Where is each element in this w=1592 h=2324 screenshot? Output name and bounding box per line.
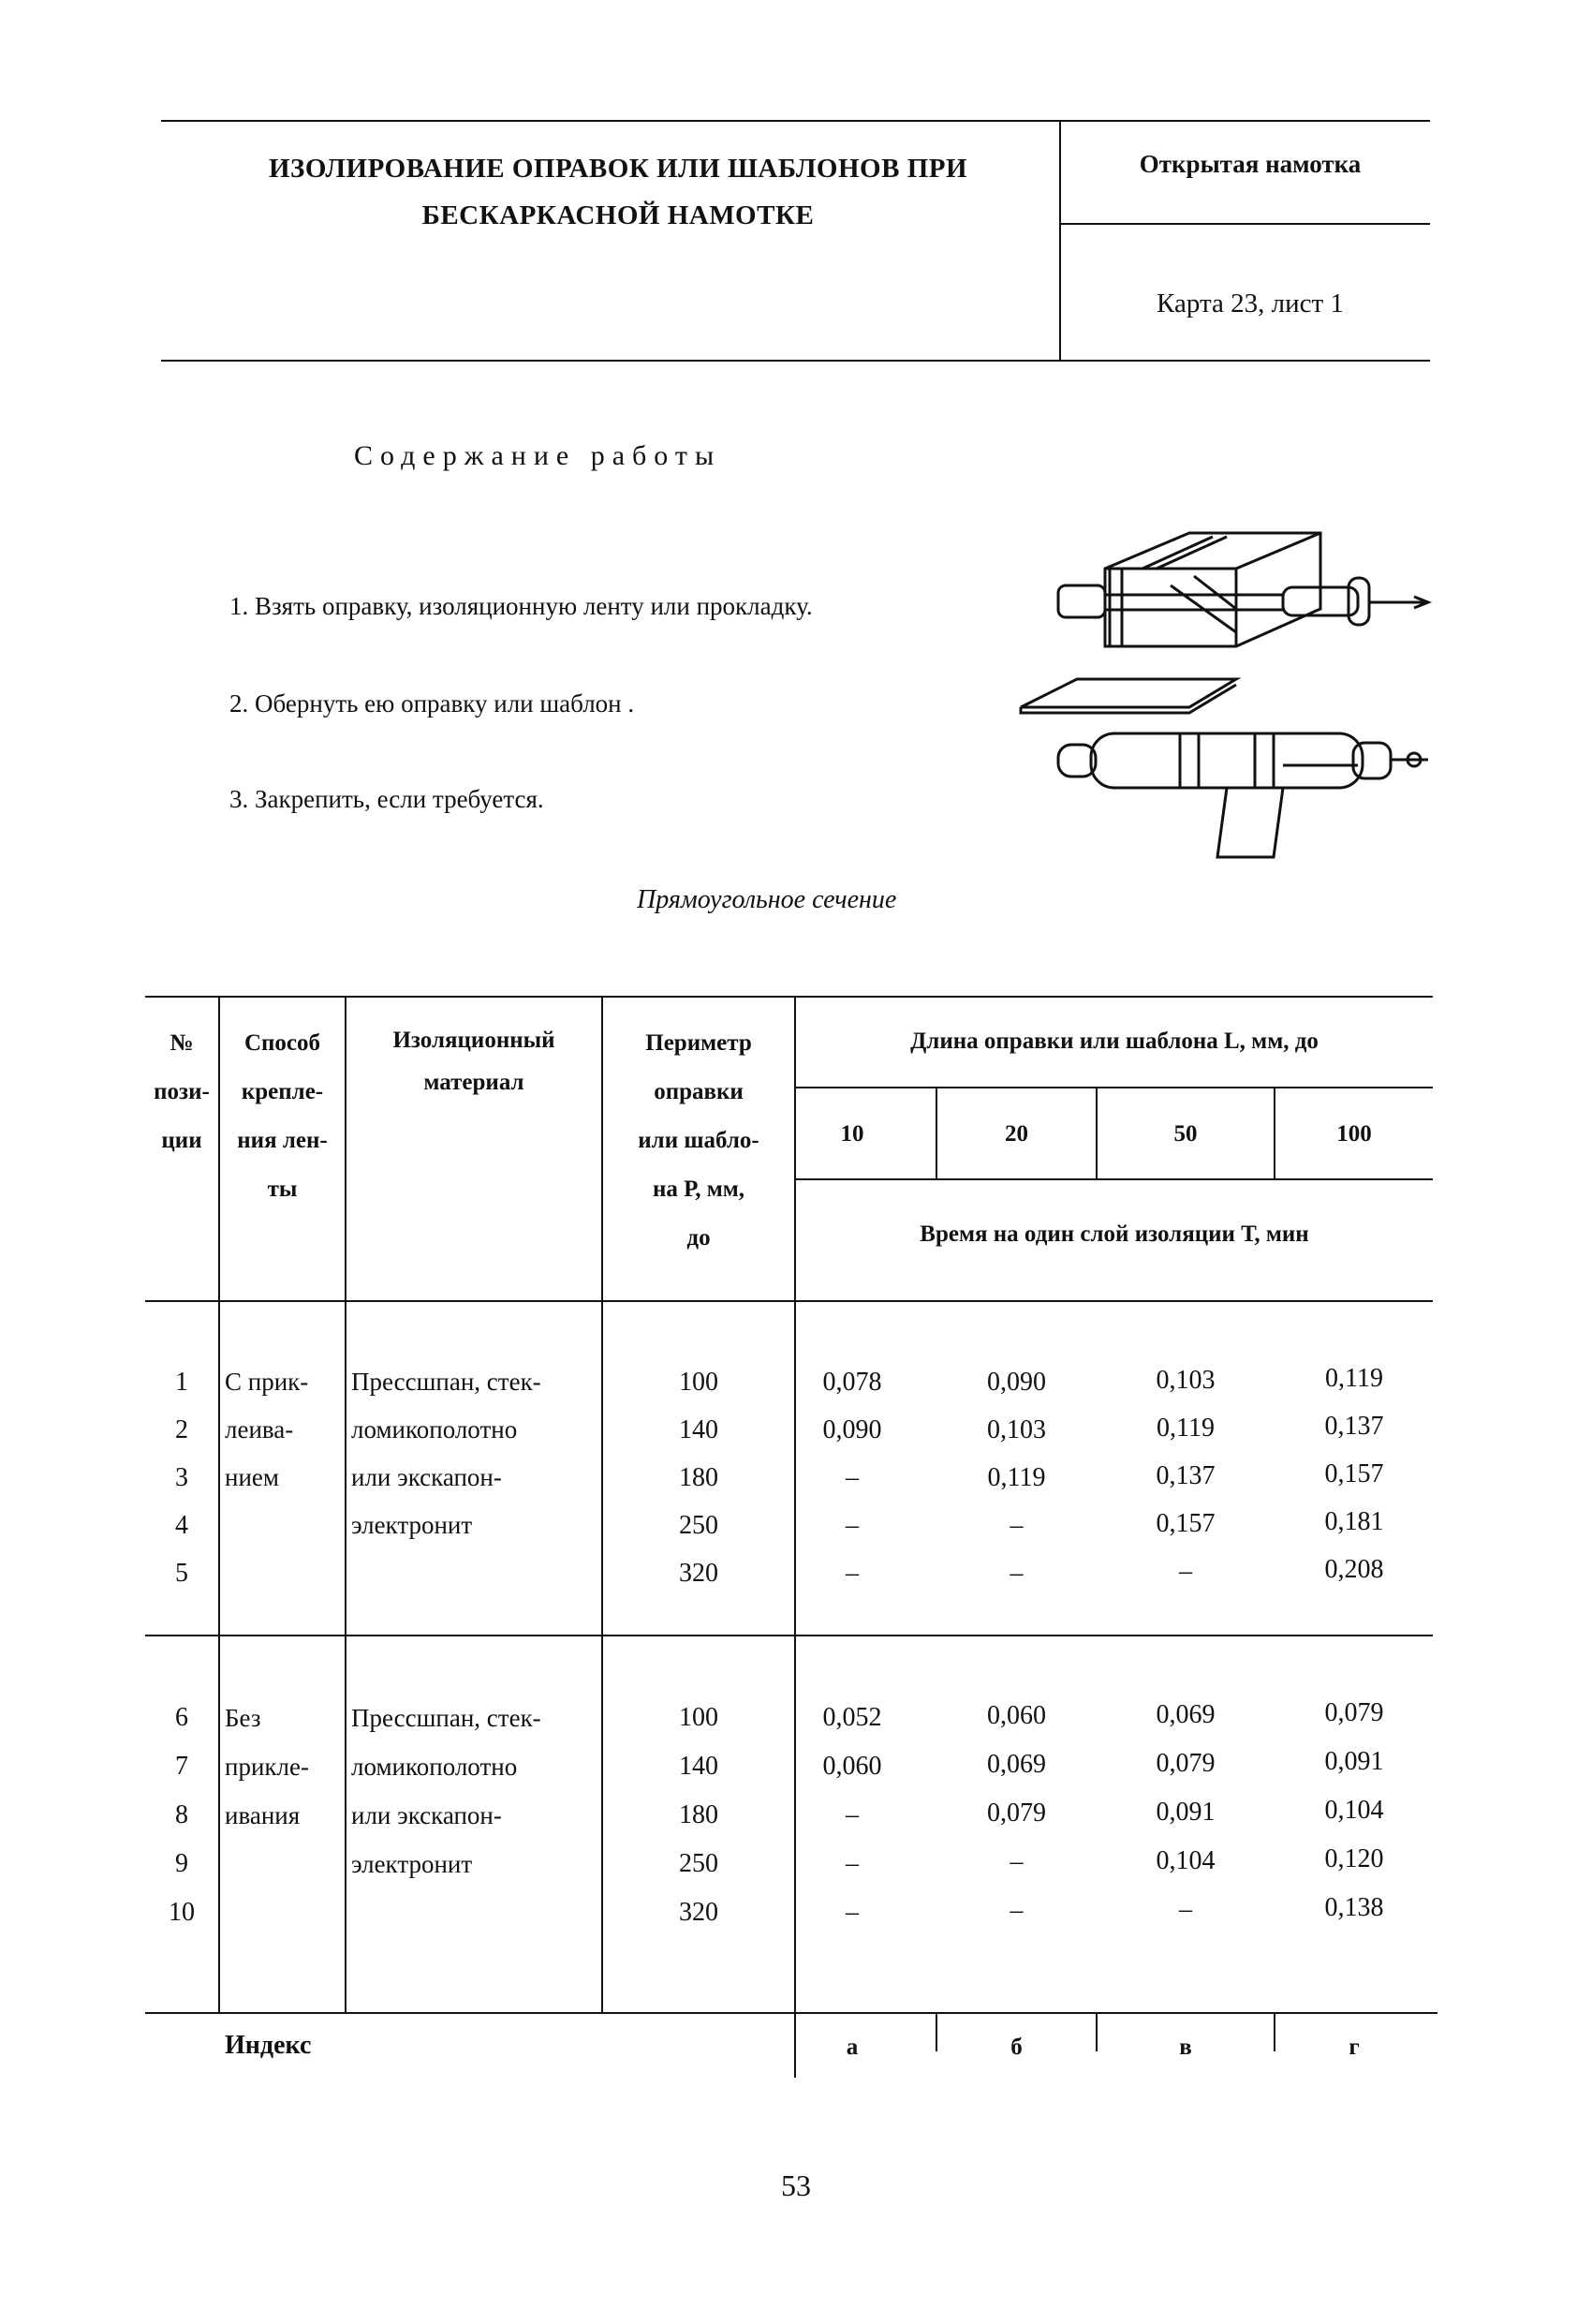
col-rule-2 bbox=[345, 996, 346, 2012]
header-method-line: ты bbox=[267, 1177, 298, 1202]
step-3: 3. Закрепить, если требуется. bbox=[229, 785, 544, 813]
header-perimeter-line: оправки bbox=[654, 1079, 744, 1104]
time-value: 0,138 bbox=[1324, 1893, 1384, 1922]
header-time: Время на один слой изоляции Т, мин bbox=[920, 1221, 1309, 1247]
header-position-line: № bbox=[170, 1030, 194, 1056]
position: 8 bbox=[175, 1800, 188, 1829]
method-line: нием bbox=[225, 1463, 279, 1491]
material-line: ломикополотно bbox=[351, 1753, 518, 1781]
header-length-50: 50 bbox=[1173, 1121, 1198, 1147]
perimeter-col bbox=[603, 1358, 794, 1597]
positions-col bbox=[145, 1694, 218, 1937]
time-value: – bbox=[846, 1800, 859, 1829]
time-col-10 bbox=[796, 1694, 908, 1937]
time-value: 0,091 bbox=[1324, 1747, 1384, 1776]
time-col-20 bbox=[937, 1358, 1096, 1597]
time-value: – bbox=[846, 1898, 859, 1927]
header-bottom-table-rule bbox=[145, 1300, 1433, 1302]
header-material bbox=[346, 1019, 601, 1103]
time-value: 0,078 bbox=[822, 1368, 882, 1397]
mandrel-illustration bbox=[1002, 520, 1442, 866]
perimeter: 140 bbox=[679, 1752, 718, 1781]
index-g: г bbox=[1349, 2035, 1360, 2060]
time-value: 0,079 bbox=[1156, 1749, 1216, 1778]
time-value: – bbox=[1179, 1557, 1192, 1586]
time-value: 0,060 bbox=[822, 1752, 882, 1781]
title-line-1: ИЗОЛИРОВАНИЕ ОПРАВОК ИЛИ ШАБЛОНОВ ПРИ bbox=[268, 154, 968, 184]
position: 3 bbox=[175, 1463, 188, 1492]
method-line: ивания bbox=[225, 1801, 301, 1829]
header-length: Длина оправки или шаблона L, мм, до bbox=[910, 1029, 1319, 1054]
method-col bbox=[225, 1694, 309, 1840]
time-value: – bbox=[846, 1849, 859, 1878]
perimeter: 180 bbox=[679, 1800, 718, 1829]
time-value: – bbox=[1010, 1847, 1024, 1876]
time-col-50 bbox=[1098, 1356, 1274, 1595]
perimeter: 140 bbox=[679, 1415, 718, 1444]
header-right-rule bbox=[1059, 223, 1430, 225]
perimeter-col bbox=[603, 1694, 794, 1937]
header-material-line: Изоляционный bbox=[392, 1028, 555, 1053]
time-value: 0,060 bbox=[987, 1701, 1046, 1730]
time-value: 0,091 bbox=[1156, 1798, 1216, 1827]
perimeter: 100 bbox=[679, 1368, 718, 1397]
time-value: – bbox=[1179, 1895, 1192, 1924]
time-col-10 bbox=[796, 1358, 908, 1597]
perimeter: 320 bbox=[679, 1559, 718, 1588]
time-value: 0,052 bbox=[822, 1703, 882, 1732]
header-material-line: материал bbox=[423, 1070, 524, 1095]
time-value: 0,069 bbox=[987, 1750, 1046, 1779]
position: 6 bbox=[175, 1703, 188, 1732]
time-col-50 bbox=[1098, 1691, 1274, 1934]
header-position bbox=[145, 1019, 218, 1165]
positions-col bbox=[145, 1358, 218, 1597]
time-value: 0,137 bbox=[1156, 1461, 1216, 1490]
time-value: 0,119 bbox=[1325, 1364, 1383, 1393]
table-bottom-rule bbox=[145, 2012, 1437, 2014]
time-value: 0,069 bbox=[1156, 1700, 1216, 1729]
time-value: 0,137 bbox=[1324, 1412, 1384, 1441]
time-value: – bbox=[846, 1463, 859, 1492]
header-length-20: 20 bbox=[1005, 1121, 1028, 1147]
material-line: или экскапон- bbox=[351, 1463, 502, 1491]
time-value: 0,079 bbox=[987, 1799, 1046, 1828]
header-perimeter-line: Периметр bbox=[645, 1030, 752, 1056]
perimeter: 100 bbox=[679, 1703, 718, 1732]
perimeter: 250 bbox=[679, 1511, 718, 1540]
time-value: 0,079 bbox=[1324, 1698, 1384, 1727]
section-title: Содержание работы bbox=[354, 440, 722, 471]
sheet-label: Карта 23, лист 1 bbox=[1157, 289, 1344, 318]
index-label: Индекс bbox=[225, 2031, 312, 2060]
rectangular-mandrel-drawing bbox=[1021, 533, 1428, 713]
material-line: электронит bbox=[351, 1850, 473, 1878]
time-value: 0,104 bbox=[1156, 1846, 1216, 1875]
header-method-line: ния лен- bbox=[237, 1128, 328, 1153]
header-position-line: ции bbox=[161, 1128, 202, 1153]
page-number: 53 bbox=[781, 2169, 811, 2202]
position: 1 bbox=[175, 1368, 188, 1397]
method-line: леива- bbox=[225, 1415, 294, 1443]
winding-category: Открытая намотка bbox=[1139, 150, 1362, 178]
perimeter: 250 bbox=[679, 1849, 718, 1878]
time-col-100 bbox=[1275, 1354, 1433, 1593]
time-value: – bbox=[846, 1559, 859, 1588]
method-line: Без bbox=[225, 1704, 261, 1732]
material-line: Прессшпан, стек- bbox=[351, 1368, 541, 1396]
material-line: или экскапон- bbox=[351, 1801, 502, 1829]
time-value: – bbox=[1010, 1896, 1024, 1925]
page-title bbox=[169, 145, 1068, 239]
position: 7 bbox=[175, 1752, 188, 1781]
time-col-20 bbox=[937, 1692, 1096, 1935]
header-bottom-rule bbox=[161, 360, 1430, 362]
header-perimeter bbox=[603, 1019, 794, 1263]
header-method-line: крепле- bbox=[241, 1079, 324, 1104]
time-value: 0,181 bbox=[1324, 1507, 1384, 1536]
time-value: 0,103 bbox=[1156, 1366, 1216, 1395]
index-v: в bbox=[1179, 2035, 1192, 2060]
title-line-2: БЕСКАРКАСНОЙ НАМОТКЕ bbox=[421, 200, 815, 230]
time-value: 0,119 bbox=[987, 1463, 1046, 1492]
step-2: 2. Обернуть ею оправку или шаблон . bbox=[229, 689, 635, 718]
method-line: прикле- bbox=[225, 1753, 309, 1781]
header-top-rule bbox=[161, 120, 1430, 122]
time-value: 0,119 bbox=[1157, 1414, 1215, 1443]
time-value: – bbox=[846, 1511, 859, 1540]
position: 9 bbox=[175, 1849, 188, 1878]
header-length-10: 10 bbox=[840, 1121, 864, 1147]
header-perimeter-line: на Р, мм, bbox=[652, 1177, 745, 1202]
perimeter: 180 bbox=[679, 1463, 718, 1492]
step-1: 1. Взять оправку, изоляционную ленту или прокладку. bbox=[229, 592, 813, 620]
material-line: ломикополотно bbox=[351, 1415, 518, 1443]
material-col bbox=[351, 1694, 541, 1888]
header-perimeter-line: до bbox=[686, 1225, 711, 1251]
lengths-rule bbox=[794, 1178, 1433, 1180]
time-value: 0,120 bbox=[1324, 1844, 1384, 1873]
header-method bbox=[220, 1019, 345, 1214]
length-header-rule bbox=[794, 1087, 1433, 1088]
material-col bbox=[351, 1358, 541, 1549]
time-value: 0,090 bbox=[987, 1368, 1046, 1397]
time-value: 0,157 bbox=[1324, 1459, 1384, 1488]
position: 2 bbox=[175, 1415, 188, 1444]
time-value: 0,104 bbox=[1324, 1796, 1384, 1825]
time-col-100 bbox=[1275, 1689, 1433, 1932]
round-mandrel-drawing bbox=[1058, 733, 1428, 857]
index-b: б bbox=[1010, 2035, 1023, 2060]
group-divider-rule bbox=[145, 1635, 1433, 1636]
time-value: 0,090 bbox=[822, 1415, 882, 1444]
time-value: 0,157 bbox=[1156, 1509, 1216, 1538]
time-value: 0,208 bbox=[1324, 1555, 1384, 1584]
material-line: электронит bbox=[351, 1511, 473, 1539]
method-line: С прик- bbox=[225, 1368, 309, 1396]
header-perimeter-line: или шабло- bbox=[638, 1128, 759, 1153]
time-value: – bbox=[1010, 1559, 1024, 1588]
perimeter: 320 bbox=[679, 1898, 718, 1927]
header-position-line: пози- bbox=[154, 1079, 210, 1104]
method-col bbox=[225, 1358, 308, 1502]
header-method-line: Способ bbox=[243, 1030, 321, 1056]
material-line: Прессшпан, стек- bbox=[351, 1704, 541, 1732]
index-a: а bbox=[846, 2035, 859, 2060]
position: 4 bbox=[175, 1511, 188, 1540]
header-length-100: 100 bbox=[1336, 1121, 1372, 1147]
position: 5 bbox=[175, 1559, 188, 1588]
time-value: – bbox=[1010, 1511, 1024, 1540]
table-top-rule bbox=[145, 996, 1433, 998]
time-value: 0,103 bbox=[987, 1415, 1046, 1444]
position: 10 bbox=[169, 1898, 195, 1927]
figure-caption: Прямоугольное сечение bbox=[637, 885, 897, 914]
